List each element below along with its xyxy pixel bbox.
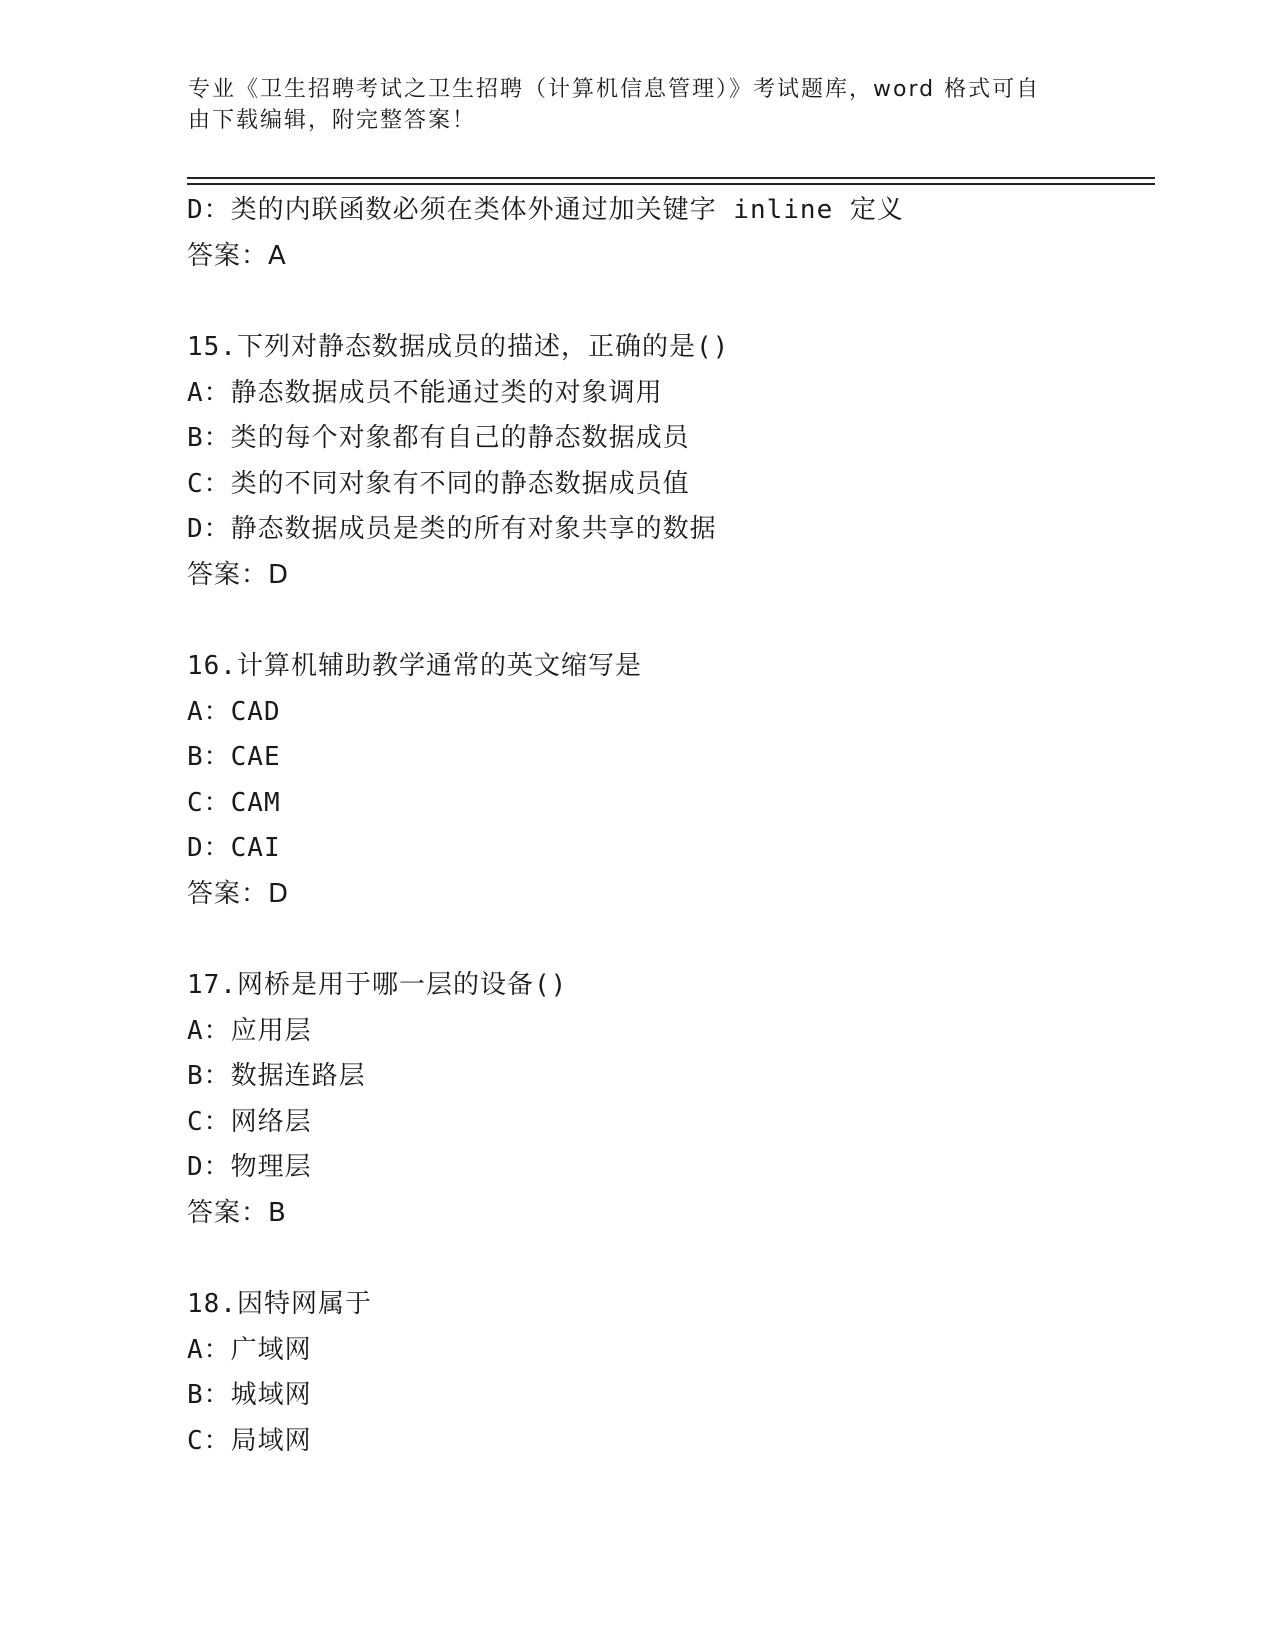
- question-block-18: [187, 1282, 1147, 1464]
- header-divider-bottom: [187, 183, 1155, 185]
- question-block-14: [187, 188, 1147, 279]
- option-c: C：网络层: [187, 1106, 312, 1137]
- question-stem: 15.下列对静态数据成员的描述，正确的是(): [187, 332, 730, 362]
- option-d: D：类的内联函数必须在类体外通过加关键字 inline 定义: [187, 195, 904, 225]
- option-b: B：CAE: [187, 742, 281, 772]
- option-b: B：数据连路层: [187, 1061, 366, 1091]
- spacer: [187, 598, 1147, 644]
- option-a: A：静态数据成员不能通过类的对象调用: [187, 377, 663, 408]
- question-block-15: [187, 325, 1147, 598]
- spacer: [187, 1236, 1147, 1282]
- header-divider-top: [187, 177, 1155, 179]
- option-a: A：广域网: [187, 1334, 312, 1365]
- option-c: C：CAM: [187, 787, 281, 818]
- option-d: D：静态数据成员是类的所有对象共享的数据: [187, 514, 717, 544]
- header-line-2: 由下载编辑，附完整答案！: [188, 108, 477, 133]
- question-stem: 17.网桥是用于哪一层的设备(): [187, 970, 568, 1000]
- document-header: [188, 74, 1068, 136]
- answer-line: 答案：B: [187, 1197, 287, 1228]
- spacer: [187, 917, 1147, 963]
- option-c: C：局域网: [187, 1425, 312, 1456]
- option-d: D：CAI: [187, 833, 281, 863]
- question-block-16: [187, 644, 1147, 917]
- question-list: [187, 188, 1147, 1464]
- answer-line: 答案：D: [187, 559, 290, 590]
- option-a: A：CAD: [187, 696, 281, 727]
- header-line-1: 专业《卫生招聘考试之卫生招聘（计算机信息管理）》考试题库，word 格式可自: [188, 77, 1041, 102]
- answer-line: 答案：D: [187, 878, 290, 909]
- question-stem: 18.因特网属于: [187, 1289, 372, 1319]
- option-b: B：类的每个对象都有自己的静态数据成员: [187, 423, 690, 453]
- option-c: C：类的不同对象有不同的静态数据成员值: [187, 468, 690, 499]
- option-d: D：物理层: [187, 1152, 312, 1182]
- answer-line: 答案：A: [187, 240, 287, 271]
- option-a: A：应用层: [187, 1015, 312, 1046]
- option-b: B：城域网: [187, 1380, 312, 1410]
- spacer: [187, 279, 1147, 325]
- question-block-17: [187, 963, 1147, 1236]
- question-stem: 16.计算机辅助教学通常的英文缩写是: [187, 651, 642, 681]
